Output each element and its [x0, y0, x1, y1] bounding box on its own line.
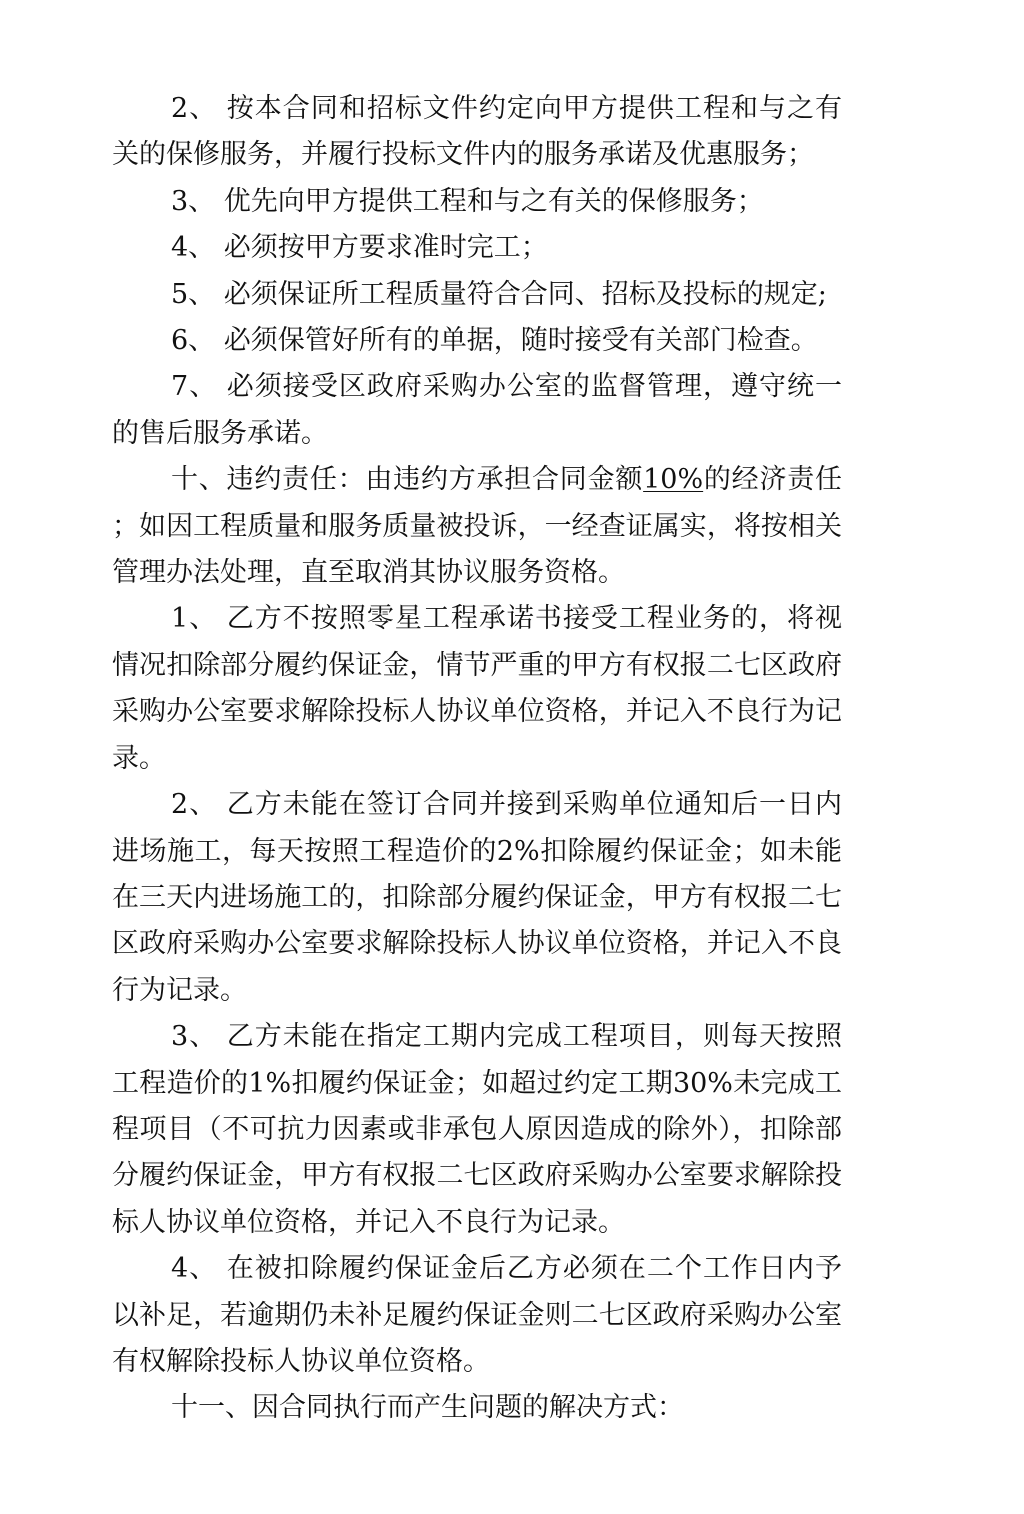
paragraph-item-3: 3、 优先向甲方提供工程和与之有关的保修服务；: [171, 185, 764, 217]
section-10-text-start: 十、违约责任：由违约方承担合同金额: [171, 464, 644, 496]
section-11-heading: 十一、因合同执行而产生问题的解决方式：: [171, 1392, 684, 1424]
breach-item-2: 2、 乙方未能在签订合同并接到采购单位通知后一日内进场施工，每天按照工程造价的2%扣除履约保证金；如未能在三天内进场施工的，扣除部分履约保证金，甲方有权报二七区政府采购办公室要求解除投标人协议单位资格，并记入不良行为记录。: [112, 789, 842, 1006]
breach-item-3: 3、 乙方未能在指定工期内完成工程项目，则每天按照工程造价的1%扣履约保证金；如超过约定工期30%未完成工程项目（不可抗力因素或非承包人原因造成的除外），扣除部分履约保证金，甲方有权报二七区政府采购办公室要求解除投标人协议单位资格，并记入不良行为记录。: [112, 1021, 842, 1238]
penalty-percentage: 10%: [643, 464, 704, 496]
breach-item-4: 4、 在被扣除履约保证金后乙方必须在二个工作日内予以补足，若逾期仍未补足履约保证金则二七区政府采购办公室有权解除投标人协议单位资格。: [112, 1253, 842, 1377]
paragraph-item-2: 2、 按本合同和招标文件约定向甲方提供工程和与之有关的保修服务，并履行投标文件内的服务承诺及优惠服务；: [112, 93, 842, 171]
section-10-breach-liability: [112, 457, 842, 596]
paragraph-item-5: 5、 必须保证所工程质量符合合同、招标及投标的规定;: [171, 278, 827, 310]
document-body: [112, 86, 842, 1432]
paragraph-item-6: 6、 必须保管好所有的单据，随时接受有关部门检查。: [171, 325, 818, 357]
paragraph-item-7: 7、 必须接受区政府采购办公室的监督管理，遵守统一的售后服务承诺。: [112, 371, 842, 449]
section-10-text-end: 的经济责任；如因工程质量和服务质量被投诉，一经查证属实，将按相关管理办法处理，直至取消其协议服务资格。: [112, 464, 843, 589]
paragraph-item-4: 4、 必须按甲方要求准时完工；: [171, 232, 548, 264]
breach-item-1: 1、 乙方不按照零星工程承诺书接受工程业务的，将视情况扣除部分履约保证金，情节严重的甲方有权报二七区政府采购办公室要求解除投标人协议单位资格，并记入不良行为记录。: [112, 603, 842, 774]
